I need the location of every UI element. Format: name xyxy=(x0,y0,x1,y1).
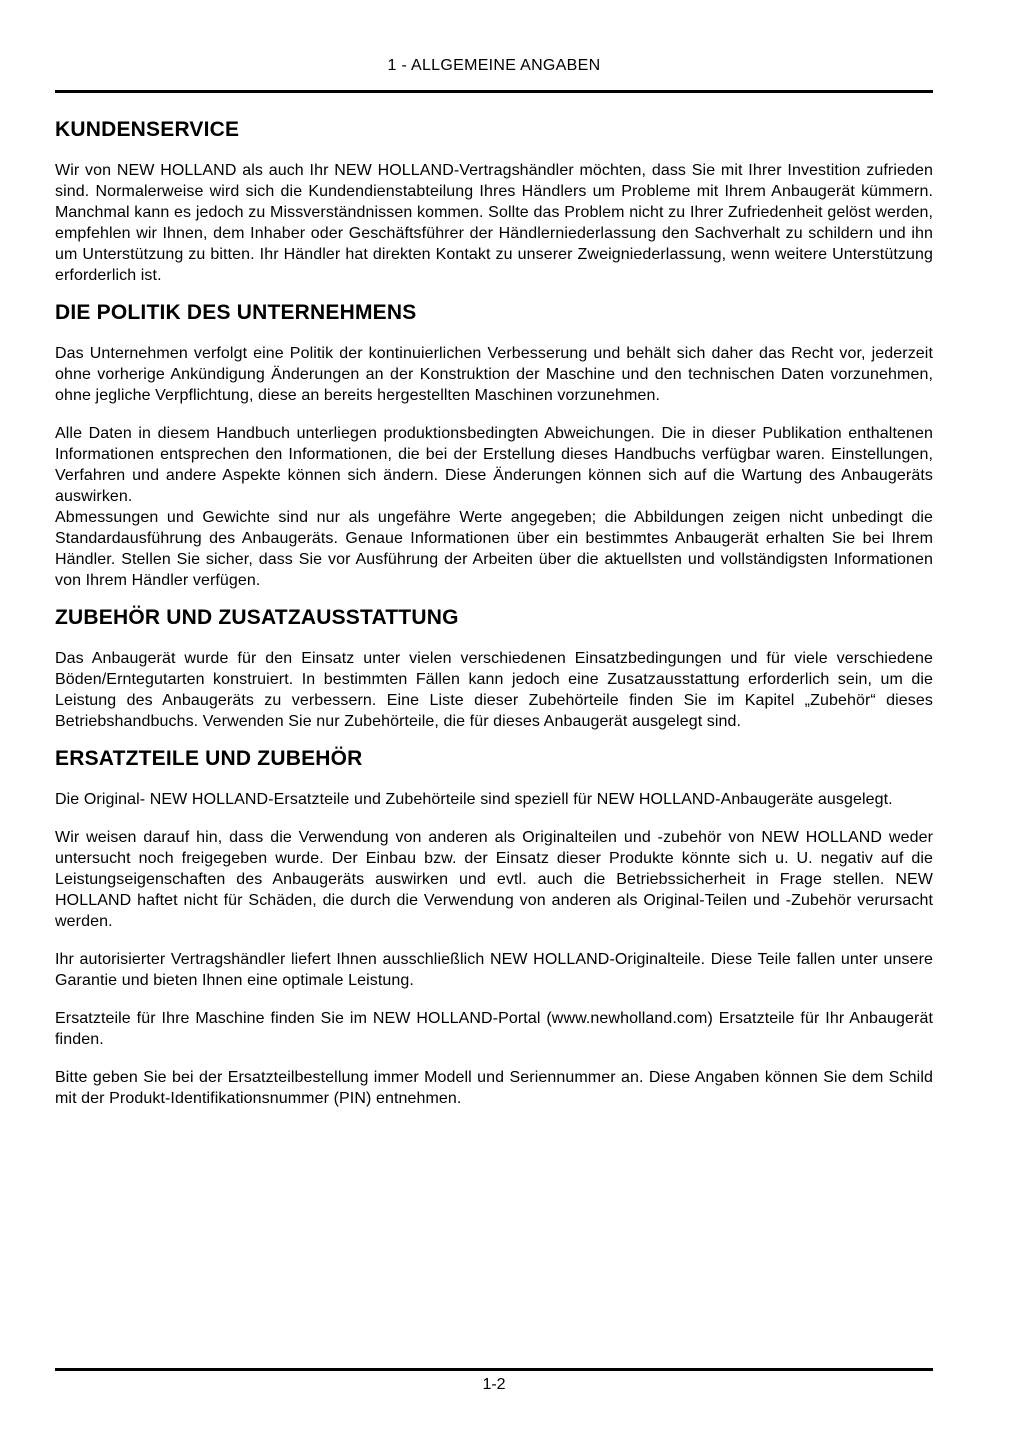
section-heading: KUNDENSERVICE xyxy=(55,118,240,141)
sections-container xyxy=(55,117,933,1109)
paragraph: Alle Daten in diesem Handbuch unterliegen produktionsbedingten Abweichungen. Die in dieser Publikation enthaltenen Informationen entsprechen den Informationen, die bei der Erstellung dieses Handbuchs verfügbar waren. Einstellungen, Verfahren und andere Aspekte können sich ändern. Diese Änderungen können sich auf die Wartung des Anbaugeräts auswirken. xyxy=(55,425,933,505)
paragraph: Ersatzteile für Ihre Maschine finden Sie im NEW HOLLAND-Portal (www.newholland.com) Ersatzteile für Ihr Anbaugerät finden. xyxy=(55,1010,933,1048)
page-footer xyxy=(55,1368,933,1394)
section-heading: ZUBEHÖR UND ZUSATZAUSSTATTUNG xyxy=(55,606,459,629)
paragraph: Das Anbaugerät wurde für den Einsatz unter vielen verschiedenen Einsatzbedingungen und für viele verschiedene Böden/Erntegutarten konstruiert. In bestimmten Fällen kann jedoch eine Zusatzausstattung erforderlich sein, um die Leistung des Anbaugeräts zu verbessern. Eine Liste dieser Zubehörteile finden Sie im Kapitel „Zubehör“ dieses Betriebshandbuchs. Verwenden Sie nur Zubehörteile, die für dieses Anbaugerät ausgelegt sind. xyxy=(55,650,933,730)
section-heading: DIE POLITIK DES UNTERNEHMENS xyxy=(55,301,417,324)
section-heading: ERSATZTEILE UND ZUBEHÖR xyxy=(55,747,363,770)
paragraph: Das Unternehmen verfolgt eine Politik der kontinuierlichen Verbesserung und behält sich daher das Recht vor, jederzeit ohne vorherige Ankündigung Änderungen an der Konstruktion der Maschine und den technischen Daten vorzunehmen, ohne jegliche Verpflichtung, diese an bereits hergestellten Maschinen vorzunehmen. xyxy=(55,345,933,404)
page-content xyxy=(55,0,933,1109)
chapter-header: 1 - ALLGEMEINE ANGABEN xyxy=(387,57,601,74)
document-section xyxy=(55,300,933,591)
paragraph: Bitte geben Sie bei der Ersatzteilbestellung immer Modell und Seriennummer an. Diese Angaben können Sie dem Schild mit der Produkt-Identifikationsnummer (PIN) entnehmen. xyxy=(55,1069,933,1107)
document-section xyxy=(55,746,933,1109)
document-section xyxy=(55,117,933,286)
paragraph: Ihr autorisierter Vertragshändler liefert Ihnen ausschließlich NEW HOLLAND-Originalteile. Diese Teile fallen unter unsere Garantie und bieten Ihnen eine optimale Leistung. xyxy=(55,951,933,989)
page-number: 1-2 xyxy=(482,1376,506,1393)
header-rule xyxy=(55,90,933,93)
document-section xyxy=(55,605,933,732)
paragraph: Wir von NEW HOLLAND als auch Ihr NEW HOLLAND-Vertragshändler möchten, dass Sie mit Ihrer Investition zufrieden sind. Normalerweise wird sich die Kundendienstabteilung Ihres Händlers um Probleme mit Ihrem Anbaugerät kümmern. Manchmal kann es jedoch zu Missverständnissen kommen. Sollte das Problem nicht zu Ihrer Zufriedenheit gelöst werden, empfehlen wir Ihnen, dem Inhaber oder Geschäftsführer der Händlerniederlassung den Sachverhalt zu schildern und ihn um Unterstützung zu bitten. Ihr Händler hat direkten Kontakt zu unserer Zweigniederlassung, wenn weitere Unterstützung erforderlich ist. xyxy=(55,162,933,284)
paragraph: Die Original- NEW HOLLAND-Ersatzteile und Zubehörteile sind speziell für NEW HOLLAND-Anbaugeräte ausgelegt. xyxy=(55,791,893,808)
paragraph: Abmessungen und Gewichte sind nur als ungefähre Werte angegeben; die Abbildungen zeigen nicht unbedingt die Standardausführung des Anbaugeräts. Genaue Informationen über ein bestimmtes Anbaugerät erhalten Sie bei Ihrem Händler. Stellen Sie sicher, dass Sie vor Ausführung der Arbeiten über die aktuellsten und vollständigsten Informationen von Ihrem Händler verfügen. xyxy=(55,509,933,589)
paragraph: Wir weisen darauf hin, dass die Verwendung von anderen als Originalteilen und -zubehör von NEW HOLLAND weder untersucht noch freigegeben wurde. Der Einbau bzw. der Einsatz dieser Produkte könnte sich u. U. negativ auf die Leistungseigenschaften des Anbaugeräts auswirken und evtl. auch die Betriebssicherheit in Frage stellen. NEW HOLLAND haftet nicht für Schäden, die durch die Verwendung von anderen als Original-Teilen und -Zubehör verursacht werden. xyxy=(55,829,933,930)
